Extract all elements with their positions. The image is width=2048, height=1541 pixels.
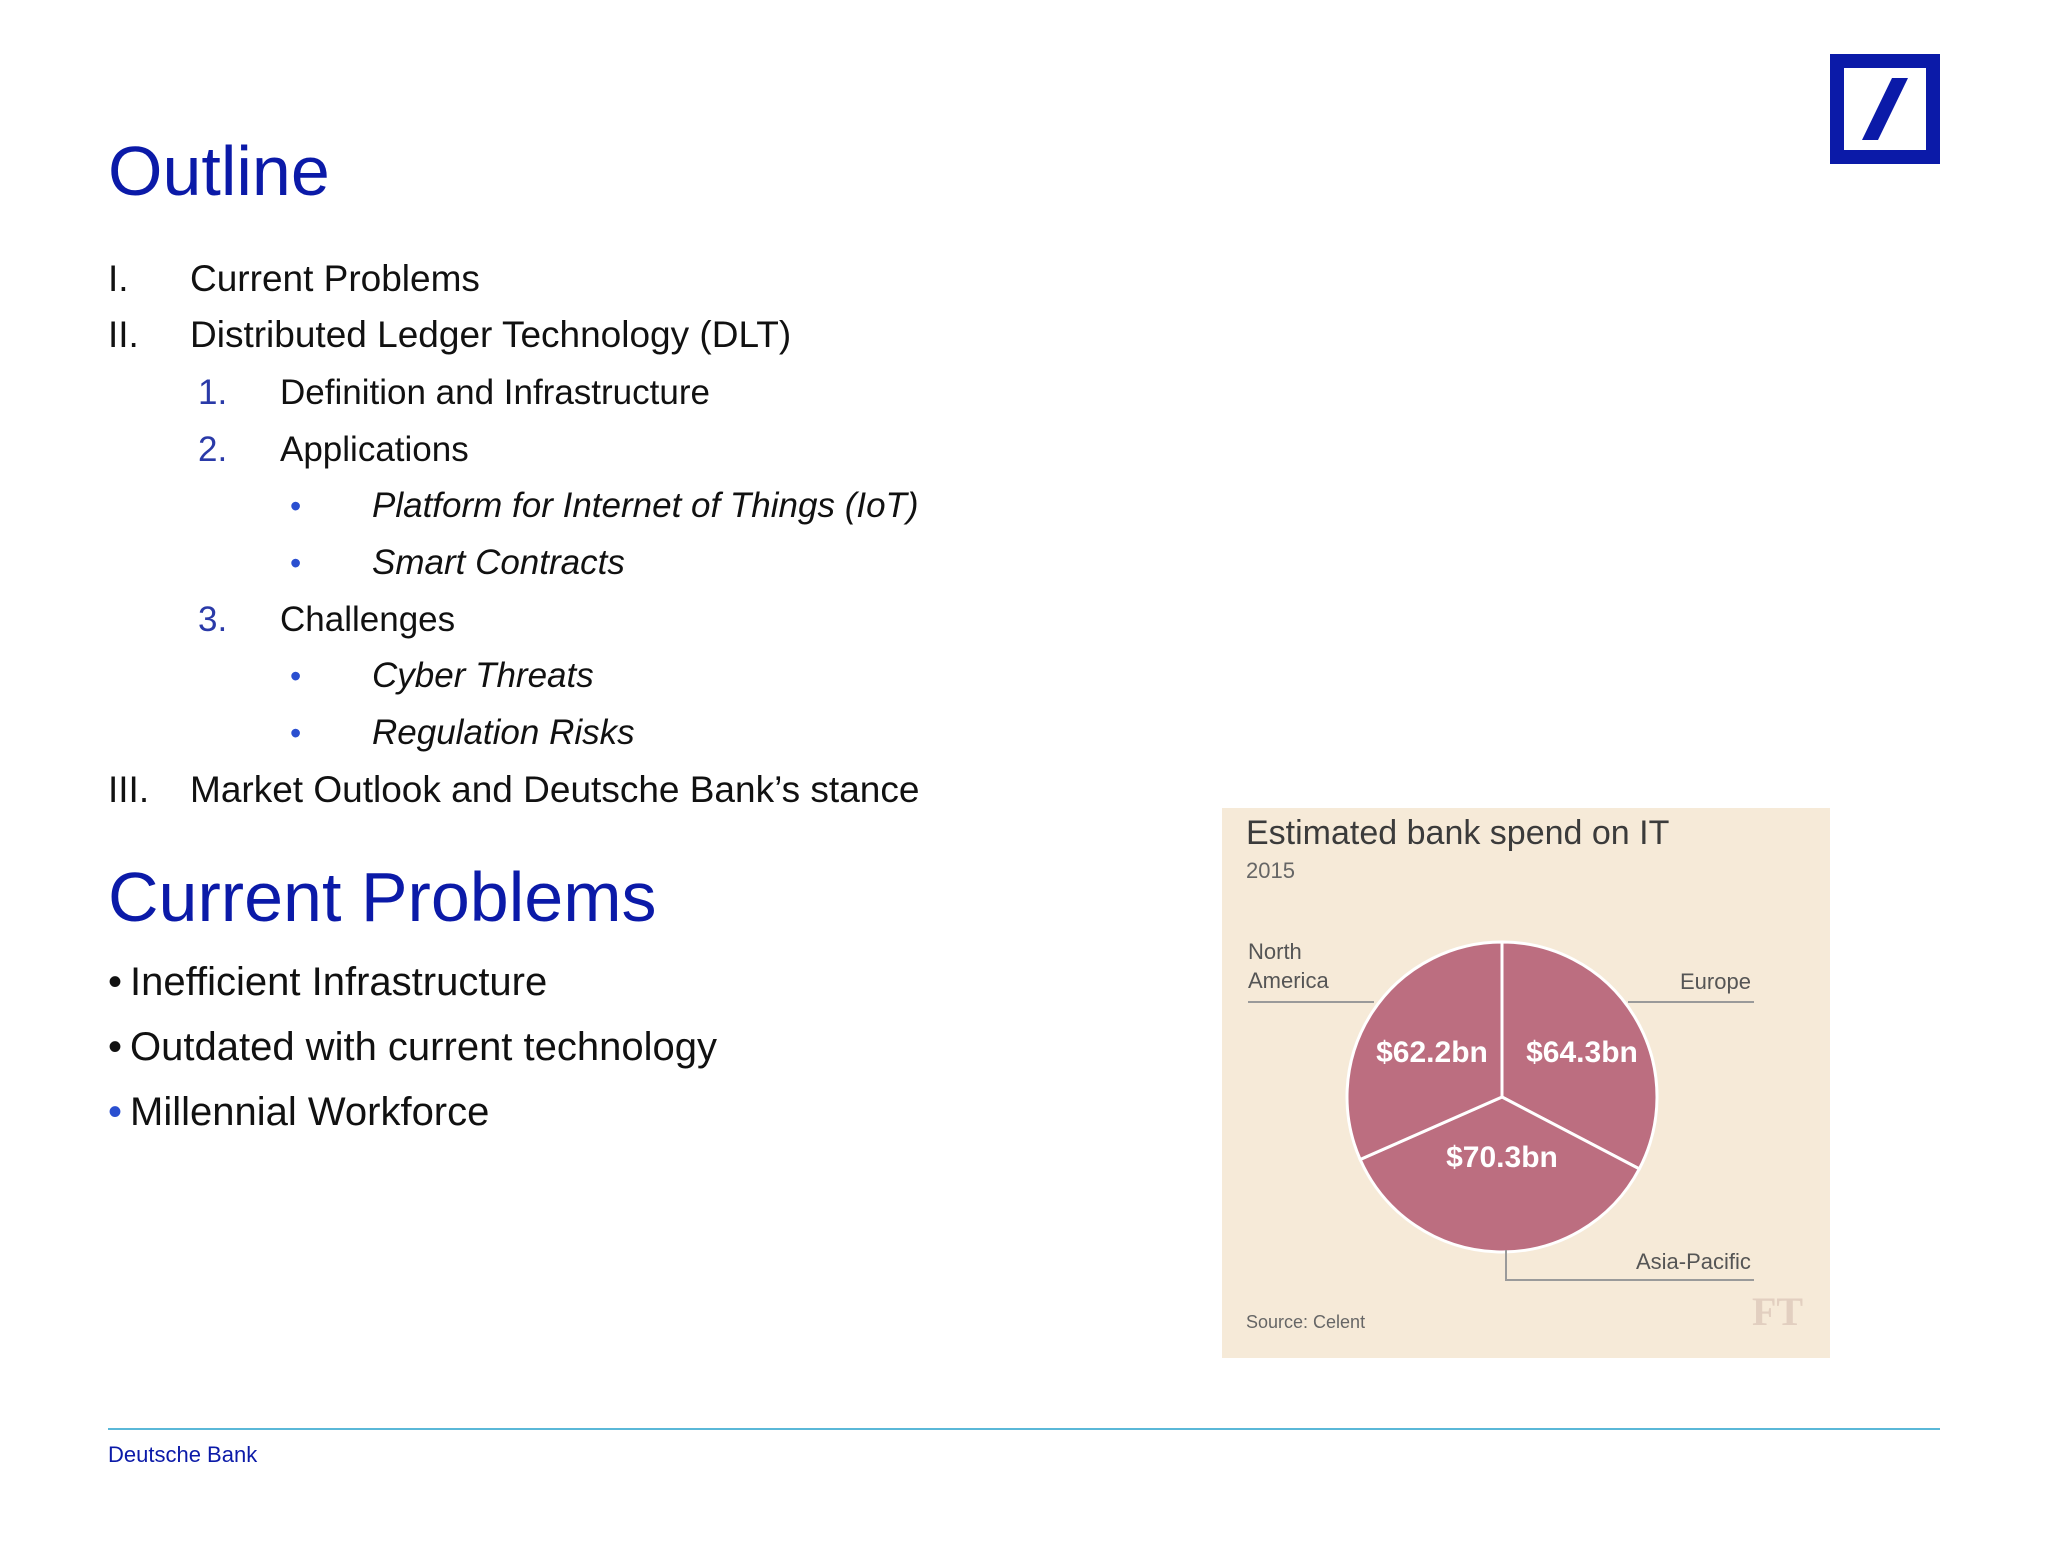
- current-problems-title: Current Problems: [108, 858, 657, 936]
- problem-text: Millennial Workforce: [130, 1090, 490, 1134]
- bullet: •: [108, 1025, 123, 1069]
- figure-subtitle: 2015: [1246, 858, 1295, 883]
- outline-text: Smart Contracts: [372, 543, 625, 582]
- slash-icon: [1844, 68, 1926, 150]
- footer-brand: Deutsche Bank: [108, 1442, 258, 1467]
- bullet: •: [290, 488, 302, 524]
- outline-text: Regulation Risks: [372, 713, 635, 752]
- bullet: •: [290, 658, 302, 694]
- ft-logo: FT: [1752, 1289, 1804, 1334]
- outline-text: Market Outlook and Deutsche Bank’s stance: [190, 769, 920, 810]
- bullet: •: [290, 545, 302, 581]
- outline-text: Applications: [280, 430, 469, 469]
- bullet: •: [290, 715, 302, 751]
- problem-text: Outdated with current technology: [130, 1025, 718, 1069]
- deutsche-bank-logo: [1830, 54, 1940, 164]
- outline-text: Challenges: [280, 600, 456, 639]
- outline-text: Definition and Infrastructure: [280, 373, 710, 412]
- pie-value-label: $70.3bn: [1446, 1141, 1558, 1174]
- outline-text: Current Problems: [190, 258, 480, 299]
- footer-rule: [108, 1428, 1940, 1430]
- label-europe: Europe: [1680, 969, 1751, 994]
- outline-title: Outline: [108, 132, 330, 210]
- problem-item: [108, 1092, 489, 1132]
- pie-value-label: $62.2bn: [1376, 1036, 1488, 1069]
- outline-number: 2.: [198, 430, 228, 469]
- outline-text: Distributed Ledger Technology (DLT): [190, 314, 792, 355]
- figure-source: Source: Celent: [1246, 1312, 1366, 1332]
- outline-number: 1.: [198, 373, 228, 412]
- outline-text: Cyber Threats: [372, 656, 594, 695]
- figure-title: Estimated bank spend on IT: [1246, 814, 1670, 852]
- outline-number: II.: [108, 314, 139, 355]
- it-spend-figure: [1222, 808, 1830, 1358]
- problem-text: Inefficient Infrastructure: [130, 960, 548, 1004]
- bullet: •: [108, 1090, 123, 1134]
- problem-item: [108, 1027, 717, 1067]
- bullet: •: [108, 960, 123, 1004]
- outline-number: I.: [108, 258, 129, 299]
- outline-number: 3.: [198, 600, 228, 639]
- outline-text: Platform for Internet of Things (IoT): [372, 486, 919, 525]
- label-asia-pacific: Asia-Pacific: [1636, 1249, 1751, 1274]
- pie-value-label: $64.3bn: [1526, 1036, 1638, 1069]
- outline-number: III.: [108, 769, 150, 810]
- label-north-america: North America: [1248, 939, 1329, 993]
- problem-item: [108, 962, 547, 1002]
